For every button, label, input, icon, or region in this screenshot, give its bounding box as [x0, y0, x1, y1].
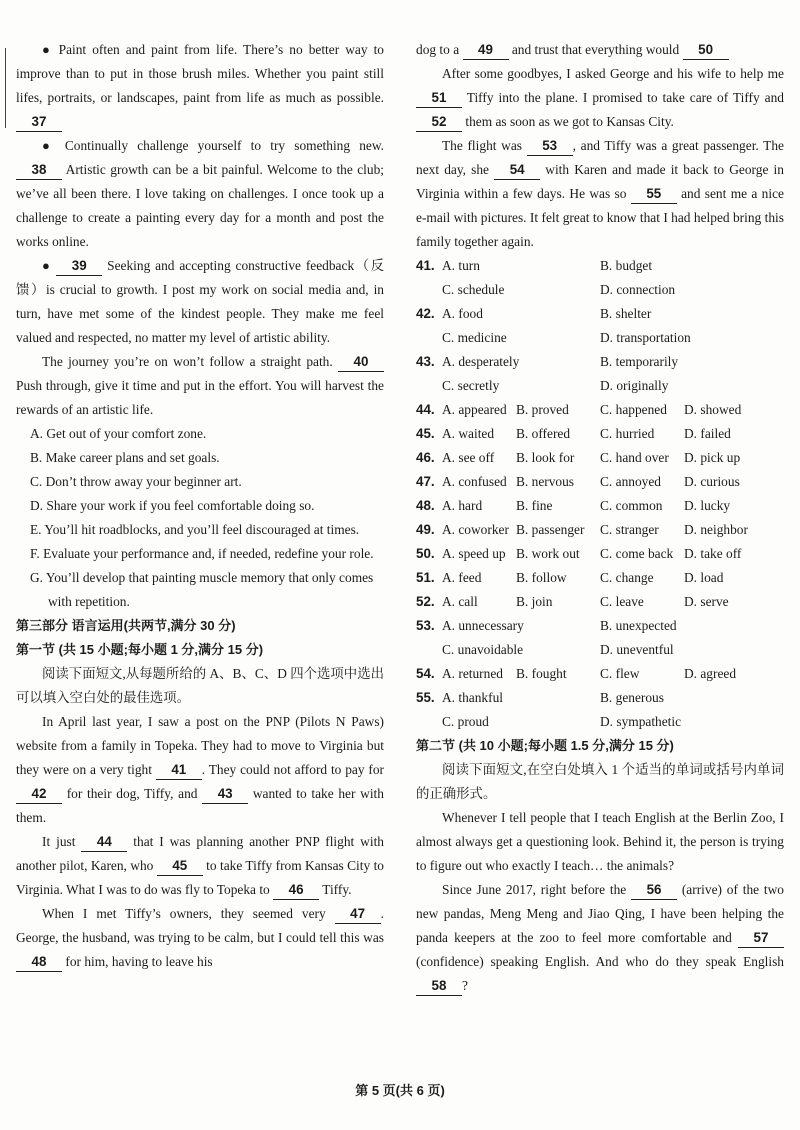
bullet-icon: ● — [42, 138, 56, 153]
answer-choice[interactable]: D. serve — [684, 594, 729, 609]
passage-text: and sent me a nice e-mail with pictures. It felt great to know that I had helped bring this family together again. — [416, 186, 784, 249]
cloze-paragraph-2 — [16, 830, 384, 902]
right-column — [416, 38, 784, 998]
cloze-paragraph-4 — [416, 62, 784, 134]
answer-choice[interactable]: B. look for — [516, 450, 575, 465]
passage-text: After some goodbyes, I asked George and his wife to help me — [442, 66, 784, 81]
section-one-instructions: 阅读下面短文,从每题所给的 A、B、C、D 四个选项中选出可以填入空白处的最佳选项。 — [16, 666, 384, 705]
passage-text: . They could not afford to pay for — [201, 762, 384, 777]
cloze-paragraph-3 — [16, 902, 384, 974]
blank-45[interactable]: 45 — [157, 857, 203, 876]
answer-choice[interactable]: B. offered — [516, 426, 571, 441]
bullet-icon: ● — [42, 42, 53, 57]
question-number: 48. — [416, 498, 435, 513]
blank-47[interactable]: 47 — [335, 905, 381, 924]
answer-choice[interactable]: D. connection — [600, 282, 676, 297]
answer-choice[interactable]: D. load — [684, 570, 724, 585]
question-row — [416, 302, 784, 326]
answer-choice[interactable]: D. pick up — [684, 450, 741, 465]
option-b[interactable]: B. Make career plans and set goals. — [30, 450, 220, 465]
answer-choice[interactable]: A. call — [442, 594, 478, 609]
question-number: 55. — [416, 690, 435, 705]
answer-choice[interactable]: C. common — [600, 498, 663, 513]
bullet-icon: ● — [42, 258, 52, 273]
blank-55[interactable]: 55 — [631, 185, 677, 204]
answer-choice[interactable]: C. schedule — [442, 282, 505, 297]
blank-50[interactable]: 50 — [683, 41, 729, 60]
answer-choice[interactable]: D. uneventful — [600, 642, 674, 657]
answer-choice[interactable]: A. hard — [442, 498, 483, 513]
blank-57[interactable]: 57 — [738, 929, 784, 948]
answer-choice[interactable]: D. curious — [684, 474, 740, 489]
blank-53[interactable]: 53 — [527, 137, 573, 156]
answer-choice[interactable]: A. appeared — [442, 402, 507, 417]
answer-choice[interactable]: A. thankful — [442, 690, 503, 705]
blank-42[interactable]: 42 — [16, 785, 62, 804]
passage-text: , and Tiffy was a great passenger. The next day, she — [416, 138, 784, 177]
passage-text: wanted to take her with them. — [16, 786, 384, 825]
answer-choice[interactable]: B. temporarily — [600, 354, 679, 369]
section-two-heading: 第二节 (共 10 小题;每小题 1.5 分,满分 15 分) — [416, 738, 674, 753]
passage-text: for him, having to leave his — [65, 954, 213, 969]
answer-choice[interactable]: B. follow — [516, 570, 567, 585]
answer-choice[interactable]: A. speed up — [442, 546, 506, 561]
passage-text: Tiffy into the plane. I promised to take care of Tiffy and — [466, 90, 785, 105]
question-row — [416, 422, 784, 446]
answer-choice[interactable]: A. desperately — [442, 354, 520, 369]
question-row-continued — [416, 326, 784, 350]
answer-choice[interactable]: C. stranger — [600, 522, 659, 537]
answer-choice[interactable]: B. proved — [516, 402, 569, 417]
option-g[interactable]: G. You’ll develop that painting muscle memory that only comes with repetition. — [30, 570, 374, 609]
answer-choice[interactable]: A. returned — [442, 666, 503, 681]
cloze-paragraph-3-cont — [416, 38, 784, 62]
option-d[interactable]: D. Share your work if you feel comfortable doing so. — [30, 498, 315, 513]
answer-choice[interactable]: D. agreed — [684, 666, 737, 681]
answer-choice[interactable]: C. secretly — [442, 378, 500, 393]
cloze-paragraph-5 — [416, 134, 784, 254]
passage-text: . George, the husband, was trying to be calm, but I could tell this was — [16, 906, 384, 945]
multiple-choice-questions — [416, 254, 784, 734]
passage-text: It just — [42, 834, 76, 849]
passage-text: In April last year, I saw a post on the PNP (Pilots N Paws) website from a family in Topeka. They had to move to Virginia but they were on a very tight — [16, 714, 384, 777]
answer-choice[interactable]: B. passenger — [516, 522, 585, 537]
section-two-instructions: 阅读下面短文,在空白处填入 1 个适当的单词或括号内单词的正确形式。 — [416, 762, 784, 801]
answer-choice[interactable]: D. lucky — [684, 498, 731, 513]
answer-choice[interactable]: C. flew — [600, 666, 640, 681]
option-f[interactable]: F. Evaluate your performance and, if needed, redefine your role. — [30, 546, 374, 561]
blank-58[interactable]: 58 — [416, 977, 462, 996]
question-row-continued — [416, 638, 784, 662]
passage-text: Tiffy. — [322, 882, 352, 897]
answer-choice[interactable]: A. feed — [442, 570, 482, 585]
page-number: 第 5 页(共 6 页) — [355, 1083, 445, 1098]
passage-text: to take Tiffy from Kansas City to Virginia. What I was to do was fly to Topeka to — [16, 858, 384, 897]
answer-choice[interactable]: A. unnecessary — [442, 618, 524, 633]
answer-choice[interactable]: D. take off — [684, 546, 742, 561]
section-one-heading: 第一节 (共 15 小题;每小题 1 分,满分 15 分) — [16, 642, 264, 657]
question-number: 54. — [416, 666, 435, 681]
question-row-continued — [416, 278, 784, 302]
answer-choice[interactable]: D. originally — [600, 378, 669, 393]
question-row-continued — [416, 374, 784, 398]
question-row — [416, 398, 784, 422]
blank-44[interactable]: 44 — [81, 833, 127, 852]
passage-text: dog to a — [416, 42, 460, 57]
tip-paint-from-life — [16, 38, 384, 134]
blank-54[interactable]: 54 — [494, 161, 540, 180]
question-number: 42. — [416, 306, 435, 321]
passage-text: The flight was — [442, 138, 522, 153]
blank-56[interactable]: 56 — [631, 881, 677, 900]
blank-40[interactable]: 40 — [338, 353, 384, 372]
answer-choice[interactable]: C. hurried — [600, 426, 655, 441]
answer-choice[interactable]: C. leave — [600, 594, 644, 609]
blank-38[interactable]: 38 — [16, 161, 62, 180]
question-number: 49. — [416, 522, 435, 537]
question-number: 43. — [416, 354, 435, 369]
option-e[interactable]: E. You’ll hit roadblocks, and you’ll feel discouraged at times. — [30, 522, 360, 537]
blank-48[interactable]: 48 — [16, 953, 62, 972]
question-row — [416, 590, 784, 614]
answer-choice[interactable]: D. showed — [684, 402, 742, 417]
grammar-paragraph-2 — [416, 878, 784, 998]
passage-text: for their dog, Tiffy, and — [66, 786, 198, 801]
answer-choice[interactable]: C. unavoidable — [442, 642, 524, 657]
answer-choice[interactable]: C. come back — [600, 546, 674, 561]
answer-choice[interactable]: B. budget — [600, 258, 653, 273]
question-number: 50. — [416, 546, 435, 561]
option-c[interactable]: C. Don’t throw away your beginner art. — [30, 474, 242, 489]
question-number: 53. — [416, 618, 435, 633]
answer-choice[interactable]: C. annoyed — [600, 474, 661, 489]
question-row-continued — [416, 710, 784, 734]
passage-text: Push through, give it time and put in the effort. You will harvest the rewards of an artistic life. — [16, 378, 384, 417]
passage-text: Artistic growth can be a bit painful. Welcome to the club; we’ve all been there. I love taking on challenges. I once took up a challenge to create a painting every day for a month and post the works online. — [16, 162, 384, 249]
answer-options — [16, 422, 384, 614]
blank-39[interactable]: 39 — [56, 257, 102, 276]
question-row — [416, 518, 784, 542]
question-row — [416, 470, 784, 494]
left-column — [16, 38, 384, 974]
passage-text: The journey you’re on won’t follow a straight path. — [42, 354, 333, 369]
answer-choice[interactable]: A. coworker — [442, 522, 509, 537]
answer-choice[interactable]: B. join — [516, 594, 553, 609]
question-number: 46. — [416, 450, 435, 465]
question-number: 47. — [416, 474, 435, 489]
question-row — [416, 662, 784, 686]
answer-choice[interactable]: A. food — [442, 306, 483, 321]
passage-text: When I met Tiffy’s owners, they seemed very — [42, 906, 326, 921]
passage-text: Paint often and paint from life. There’s no better way to improve than to put in those brush miles. Whether you paint still lifes, portraits, or landscapes, paint from life as much as possible. — [16, 42, 384, 105]
answer-choice[interactable]: A. waited — [442, 426, 495, 441]
question-number: 45. — [416, 426, 435, 441]
option-a[interactable]: A. Get out of your comfort zone. — [30, 426, 207, 441]
passage-text: Continually challenge yourself to try something new. — [64, 138, 384, 153]
answer-choice[interactable]: D. sympathetic — [600, 714, 682, 729]
question-row — [416, 566, 784, 590]
answer-choice[interactable]: B. fine — [516, 498, 553, 513]
answer-choice[interactable]: C. proud — [442, 714, 489, 729]
answer-choice[interactable]: C. medicine — [442, 330, 507, 345]
blank-51[interactable]: 51 — [416, 89, 462, 108]
answer-choice[interactable]: D. transportation — [600, 330, 691, 345]
answer-choice[interactable]: A. confused — [442, 474, 507, 489]
passage-text: Since June 2017, right before the — [442, 882, 627, 897]
passage-text: Seeking and accepting constructive feedback（反馈）is crucial to growth. I post my work on social media and, in turn, have met some of the kindest people. They make me feel valued and respected, no matter my level of artistic ability. — [16, 258, 384, 345]
tip-challenge — [16, 134, 384, 254]
answer-choice[interactable]: A. see off — [442, 450, 495, 465]
answer-choice[interactable]: B. generous — [600, 690, 664, 705]
grammar-paragraph-1: Whenever I tell people that I teach English at the Berlin Zoo, I almost always get a questioning look. Behind it, the person is trying to figure out who exactly I teach… the animals? — [416, 810, 784, 873]
blank-37[interactable]: 37 — [16, 113, 62, 132]
answer-choice[interactable]: C. happened — [600, 402, 667, 417]
blank-49[interactable]: 49 — [463, 41, 509, 60]
passage-text: with Karen and made it back to George in Virginia within a few days. He was so — [416, 162, 784, 201]
question-row — [416, 614, 784, 638]
question-row — [416, 446, 784, 470]
passage-text: them as soon as we got to Kansas City. — [465, 114, 674, 129]
question-row — [416, 350, 784, 374]
conclusion-paragraph — [16, 350, 384, 422]
cloze-paragraph-1 — [16, 710, 384, 830]
answer-choice[interactable]: B. work out — [516, 546, 580, 561]
question-row — [416, 542, 784, 566]
blank-52[interactable]: 52 — [416, 113, 462, 132]
passage-text: and trust that everything would — [511, 42, 680, 57]
passage-text: ? — [462, 978, 468, 993]
tip-feedback — [16, 254, 384, 350]
question-row — [416, 254, 784, 278]
question-number: 52. — [416, 594, 435, 609]
question-row — [416, 494, 784, 518]
passage-text: that I was planning another PNP flight with another pilot, Karen, who — [16, 834, 384, 873]
answer-choice[interactable]: D. neighbor — [684, 522, 748, 537]
answer-choice[interactable]: B. nervous — [516, 474, 575, 489]
blank-46[interactable]: 46 — [273, 881, 319, 900]
answer-choice[interactable]: D. failed — [684, 426, 731, 441]
answer-choice[interactable]: C. change — [600, 570, 654, 585]
answer-choice[interactable]: B. unexpected — [600, 618, 677, 633]
blank-43[interactable]: 43 — [202, 785, 248, 804]
passage-text: (confidence) speaking English. And who do they speak English — [416, 954, 784, 969]
part-three-heading: 第三部分 语言运用(共两节,满分 30 分) — [16, 618, 236, 633]
blank-41[interactable]: 41 — [156, 761, 202, 780]
question-row — [416, 686, 784, 710]
question-number: 44. — [416, 402, 435, 417]
margin-line — [5, 48, 6, 128]
question-number: 41. — [416, 258, 435, 273]
passage-text: (arrive) of the two new pandas, Meng Meng and Jiao Qing, I have been helping the panda keepers at the zoo to feel more comfortable and — [416, 882, 784, 945]
answer-choice[interactable]: B. shelter — [600, 306, 652, 321]
question-number: 51. — [416, 570, 435, 585]
answer-choice[interactable]: A. turn — [442, 258, 480, 273]
answer-choice[interactable]: C. hand over — [600, 450, 669, 465]
answer-choice[interactable]: B. fought — [516, 666, 567, 681]
